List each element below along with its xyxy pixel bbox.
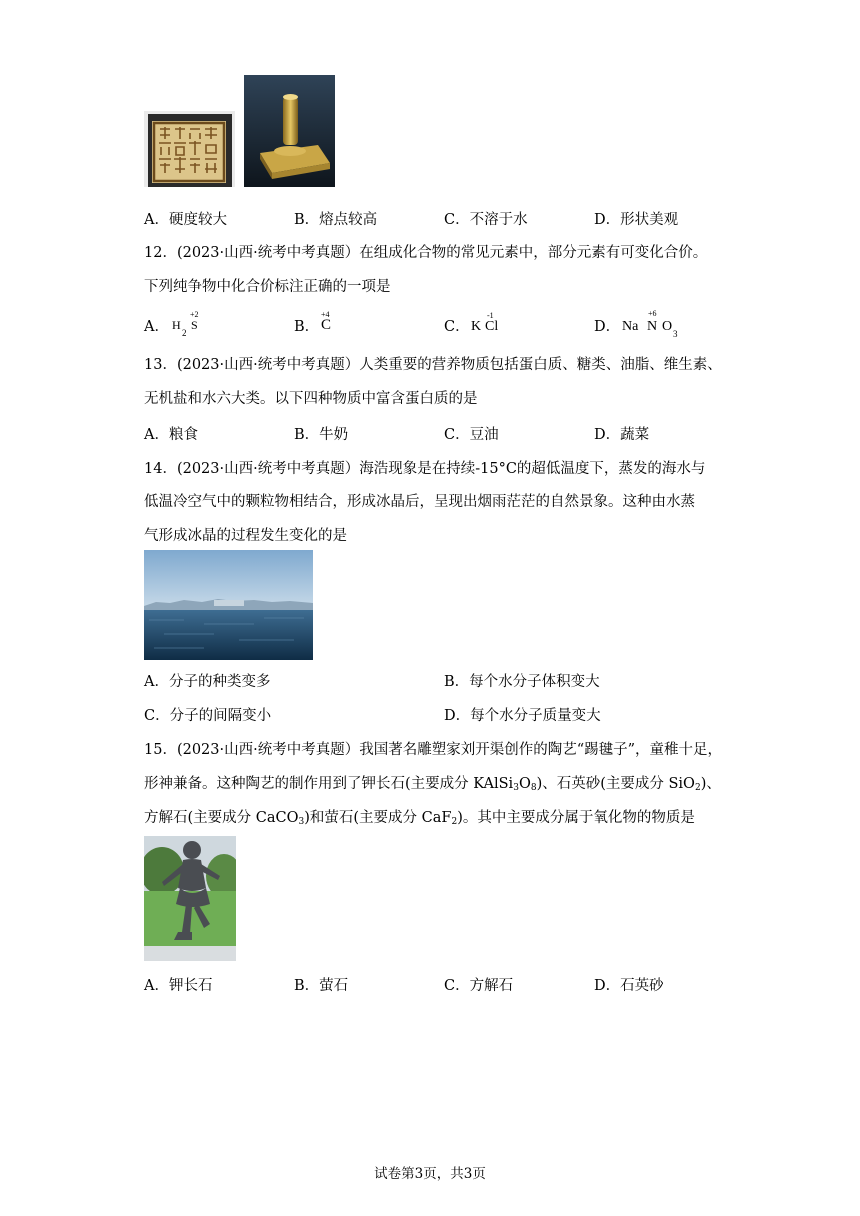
q12-option-d-letter[interactable]: D． — [594, 319, 621, 335]
q12-option-b-formula[interactable] — [321, 308, 351, 336]
option-text: 粮食 — [168, 427, 198, 443]
option-text: 方解石 — [469, 978, 514, 994]
formula-subscript: 3 — [513, 783, 519, 793]
option-letter: B． — [294, 212, 320, 228]
q15-option-a[interactable] — [144, 974, 212, 995]
option-text: 熔点较高 — [319, 212, 378, 228]
option-text: 每个水分子体积变大 — [469, 674, 600, 690]
q14-option-c[interactable] — [144, 704, 271, 725]
q11-option-a[interactable] — [144, 208, 227, 229]
q12-option-c-letter[interactable]: C． — [444, 319, 470, 335]
option-text: 石英砂 — [620, 978, 664, 994]
option-letter: A． — [144, 427, 169, 443]
q12-option-b-letter[interactable]: B． — [294, 319, 320, 335]
q14-option-a[interactable] — [144, 670, 270, 691]
q13-option-b[interactable] — [294, 423, 348, 444]
sodium-symbol: Na — [622, 319, 639, 334]
q15-stem-line-3 — [144, 806, 695, 827]
option-letter: D． — [444, 708, 471, 724]
q14-stem-line-1: 14．(2023·山西·统考中考真题）海浩现象是在持续-15°C的超低温度下，蒸发的海水与 — [144, 461, 706, 477]
q15-stem-line-2 — [144, 772, 721, 793]
hydrogen-subscript: 2 — [182, 328, 187, 338]
bronze-seal-image — [244, 75, 335, 187]
option-letter: C． — [444, 978, 470, 994]
option-text: 豆油 — [469, 427, 499, 443]
stem-text: )。其中主要成分属于氧化物的物质是 — [457, 810, 695, 826]
option-text: 分子的间隔变小 — [169, 708, 272, 724]
stem-text: )、 — [700, 776, 721, 792]
formula-subscript: 8 — [530, 783, 537, 793]
nitrogen-symbol: N — [647, 319, 658, 334]
option-letter: D． — [594, 212, 621, 228]
stem-text: O — [518, 776, 531, 792]
page-footer: 试卷第3页，共3页 — [374, 1166, 486, 1182]
q15-option-d[interactable] — [594, 974, 664, 995]
formula-subscript: 2 — [451, 817, 458, 827]
sulfur-symbol: S — [191, 318, 198, 332]
bronze-seal-graphic — [244, 75, 335, 187]
option-text: 每个水分子质量变大 — [470, 708, 601, 724]
carbon-valence: +4 — [321, 310, 330, 319]
oxygen-symbol: O — [662, 319, 673, 334]
q14-option-b[interactable] — [444, 670, 600, 691]
chlorine-valence: -1 — [487, 311, 494, 320]
q14-stem-line-2: 低温冷空气中的颗粒物相结合，形成冰晶后，呈现出烟雨茫茫的自然景象。这种由水蒸 — [144, 494, 695, 510]
q11-option-b[interactable] — [294, 208, 377, 229]
q11-option-c[interactable] — [444, 208, 528, 229]
stem-text: )、石英砂(主要成分 SiO — [536, 776, 695, 792]
option-letter: D． — [594, 427, 621, 443]
sculpture-graphic — [144, 836, 236, 961]
q12-option-d-formula[interactable] — [622, 307, 682, 337]
option-letter: A． — [144, 978, 169, 994]
potassium-symbol: K — [471, 319, 482, 334]
q13-option-c[interactable] — [444, 423, 499, 444]
option-letter: C． — [444, 427, 470, 443]
q11-option-d[interactable] — [594, 208, 678, 229]
formula-subscript: 2 — [694, 783, 701, 793]
q13-option-a[interactable] — [144, 423, 198, 444]
sea-smoke-graphic — [144, 550, 313, 660]
option-letter: C． — [144, 708, 170, 724]
sculpture-photo — [144, 836, 236, 961]
q12-stem-line-2: 下列纯争物中化合价标注正确的一项是 — [144, 279, 391, 295]
option-text: 不溶于水 — [469, 212, 528, 228]
option-text: 蔬菜 — [620, 427, 650, 443]
oxygen-subscript: 3 — [673, 329, 678, 339]
option-text: 牛奶 — [319, 427, 349, 443]
option-text: 钾长石 — [168, 978, 213, 994]
option-text: 萤石 — [319, 978, 349, 994]
stem-text: 形神兼备。这种陶艺的制作用到了钾长石(主要成分 KAlSi — [144, 776, 514, 792]
sulfur-valence: +2 — [190, 310, 199, 319]
option-text: 形状美观 — [620, 212, 679, 228]
sea-smoke-photo — [144, 550, 313, 660]
option-letter: C． — [444, 212, 470, 228]
q14-stem-line-3: 气形成冰晶的过程发生变化的是 — [144, 528, 347, 544]
option-letter: A． — [144, 212, 169, 228]
q13-stem-line-2: 无机盐和水六大类。以下四种物质中富含蛋白质的是 — [144, 391, 478, 407]
option-letter: B． — [294, 978, 320, 994]
option-letter: B． — [444, 674, 470, 690]
q12-stem-line-1: 12．(2023·山西·统考中考真题）在组成化合物的常见元素中，部分元素有可变化合价。 — [144, 245, 708, 261]
q13-option-d[interactable] — [594, 423, 649, 444]
q14-option-d[interactable] — [444, 704, 601, 725]
carbon-symbol: C — [321, 317, 332, 333]
option-text: 硬度较大 — [168, 212, 227, 228]
stem-text: 方解石(主要成分 CaCO — [144, 810, 299, 826]
seal-imprint-image — [144, 111, 235, 187]
q15-option-c[interactable] — [444, 974, 513, 995]
q15-stem-line-1: 15．(2023·山西·统考中考真题）我国著名雕塑家刘开渠创作的陶艺“踢毽子”，童稚十足， — [144, 742, 723, 758]
q13-stem-line-1: 13．(2023·山西·统考中考真题）人类重要的营养物质包括蛋白质、糖类、油脂、维生素、 — [144, 357, 722, 373]
formula-subscript: 3 — [298, 817, 305, 827]
q12-option-c-formula[interactable] — [471, 308, 511, 336]
q15-option-b[interactable] — [294, 974, 348, 995]
seal-imprint-graphic — [144, 111, 235, 187]
option-letter: D． — [594, 978, 621, 994]
q12-option-a-letter[interactable]: A． — [144, 319, 169, 335]
stem-text: )和萤石(主要成分 CaF — [304, 810, 452, 826]
option-letter: A． — [144, 674, 169, 690]
q12-option-a-formula[interactable] — [172, 308, 212, 336]
hydrogen-symbol: H — [172, 318, 181, 332]
option-letter: B． — [294, 427, 320, 443]
nitrogen-valence: +6 — [648, 309, 657, 318]
chlorine-symbol: Cl — [485, 319, 499, 334]
option-text: 分子的种类变多 — [168, 674, 271, 690]
